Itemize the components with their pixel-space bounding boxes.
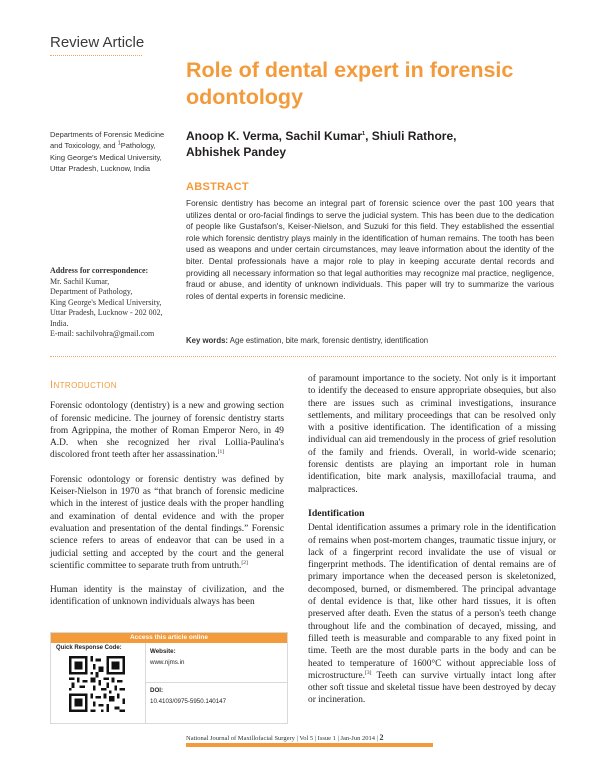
section-divider xyxy=(50,55,142,56)
correspondence-email: E-mail: sachilvohra@gmail.com xyxy=(50,329,155,338)
section-label: Review Article xyxy=(50,34,145,51)
affiliation-line: Pathology, xyxy=(120,141,156,151)
doi-cell xyxy=(146,684,287,723)
affiliation xyxy=(50,129,170,175)
affiliation-mark: 1 xyxy=(117,140,121,147)
paragraph-text: Forensic odontology or forensic dentistry was defined by Keiser-Nielson in 1970 as “that branch of forensic medicine which in the interest of justice deals with the proper handling and examination of dental evidence and with the proper evaluation and presentation of the dental findings.” Forensic science refers to areas of endeavor that can be used in a judicial setting and accepted by the court and the general scientific committee to separate truth from untruth. xyxy=(50,474,284,571)
article-title: Role of dental expert in forensic odontology xyxy=(186,58,514,109)
paragraph-text: Teeth can survive virtually intact long after other soft tissue and skeletal tissue have been destroyed by decay or incineration. xyxy=(308,670,556,706)
paragraph xyxy=(50,474,284,572)
citation-ref: [1] xyxy=(217,449,225,456)
journal-citation: National Journal of Maxillofacial Surgery | Vol 5 | Issue 1 | Jan-Jun 2014 | xyxy=(186,735,378,742)
footer-accent-bar xyxy=(186,743,433,747)
author-affiliation-mark: 1 xyxy=(362,131,366,137)
doi-link[interactable]: 10.4103/0975-5950.140147 xyxy=(150,698,227,705)
abstract-heading: ABSTRACT xyxy=(186,181,249,193)
citation-ref: [3] xyxy=(365,669,372,676)
body-column-left xyxy=(50,379,284,621)
access-info xyxy=(146,643,287,723)
website-link[interactable]: www.njms.in xyxy=(150,659,185,666)
keywords xyxy=(186,336,556,345)
qr-section xyxy=(51,643,146,723)
keywords-value: Age estimation, bite mark, forensic dentistry, identification xyxy=(229,336,429,345)
qr-code-icon[interactable] xyxy=(69,656,125,712)
access-box-header: Access this article online xyxy=(51,633,287,643)
correspondence-line: King George's Medical University, xyxy=(50,297,162,307)
abstract-divider xyxy=(50,356,556,357)
abstract-text: Forensic dentistry has become an integral part of forensic science over the past 100 years that utilizes dental or oro-facial findings to serve the judicial system. This has been due to the dedication of people like Gustafson's, Keiser-Nielson, and Suzuki for this field. They established the essential role which forensic dentistry plays mainly in the identification of human remains. The tooth has been used as weapons and under certain circumstances, may leave information about the identity of the biter. Dental professionals have a major role to play in keeping accurate dental records and providing all necessary information so that legal authorities may recognize mal practice, negligence, fraud or abuse, and identity of unknown individuals. This paper will try to summarize the various roles of dental experts in forensic medicine. xyxy=(186,198,554,301)
website-cell xyxy=(146,643,287,683)
correspondence-line: Uttar Pradesh, Lucknow - 202 002, xyxy=(50,308,163,317)
paragraph xyxy=(50,400,284,461)
paragraph: of paramount importance to the society. Not only is it important to identify the deceased to ensure appropriate obsequies, but also there are issues such as criminal investigations, insurance settlements, and military proceedings that can be resolved only with a positive identification. The identification of a missing individual can aid tremendously in the process of grief resolution of the family and friends. Overall, in world-wide scenario; forensic dentists are playing an important role in human identification, bite mark analysis, maxillofacial trauma, and malpractices. xyxy=(308,374,556,495)
qr-label: Quick Response Code: xyxy=(56,645,122,651)
correspondence-line: India. xyxy=(50,318,69,328)
author-list xyxy=(186,128,516,160)
correspondence-heading: Address for correspondence: xyxy=(50,266,149,275)
introduction-heading: Introduction xyxy=(50,379,117,391)
paragraph: Human identity is the mainstay of civilization, and the identification of unknown individuals always has been xyxy=(50,585,284,608)
paragraph-text: Dental identification assumes a primary role in the identification of remains when post-mortem changes, traumatic tissue injury, or lack of a fingerprint record invalidate the use of visual or fingerprint methods. The identification of dental remains are of primary importance when the deceased person is skeletonized, decomposed, burned, or dismembered. The principal advantage of dental evidence is that, like other hard tissues, it is often preserved after death. Even the status of a person's teeth change throughout life and the combination of decayed, missing, and filled teeth is measurable and comparable to any fixed point in time. Teeth are the most durable parts in the body and can be heated to temperature of 1600°C without appreciable loss of microstructure. xyxy=(308,523,556,681)
correspondence-line: Mr. Sachil Kumar, xyxy=(50,276,110,286)
affiliation-line: and Toxicology, and xyxy=(50,141,118,151)
doi-label: DOI: xyxy=(150,687,164,694)
page-number: 2 xyxy=(379,733,384,742)
authors-line-1: Anoop K. Verma, Sachil Kumar xyxy=(186,129,363,143)
correspondence-block xyxy=(50,266,180,340)
authors-line-1-rest: , Shiuli Rathore, xyxy=(365,129,457,143)
website-label: Website: xyxy=(150,648,176,655)
page-footer xyxy=(186,733,556,742)
access-article-box xyxy=(50,632,288,724)
paragraph xyxy=(308,522,556,706)
affiliation-line: King George's Medical University, xyxy=(50,152,162,162)
authors-line-2: Abhishek Pandey xyxy=(186,145,287,159)
identification-heading: Identification xyxy=(308,507,365,519)
affiliation-line: Uttar Pradesh, Lucknow, India xyxy=(50,164,151,174)
keywords-label: Key words: xyxy=(186,336,229,345)
body-column-right xyxy=(308,373,556,719)
affiliation-line: Departments of Forensic Medicine xyxy=(50,130,165,139)
citation-ref: [2] xyxy=(241,559,248,566)
correspondence-line: Department of Pathology, xyxy=(50,287,133,296)
paragraph-text: Forensic odontology (dentistry) is a new and growing section of forensic medicine. The journey of forensic dentistry starts from Agrippina, the mother of Roman Emperor Nero, in 49 A.D. when she recognized her rival Lollia-Paulina's discolored front teeth after her assassination. xyxy=(50,401,284,461)
